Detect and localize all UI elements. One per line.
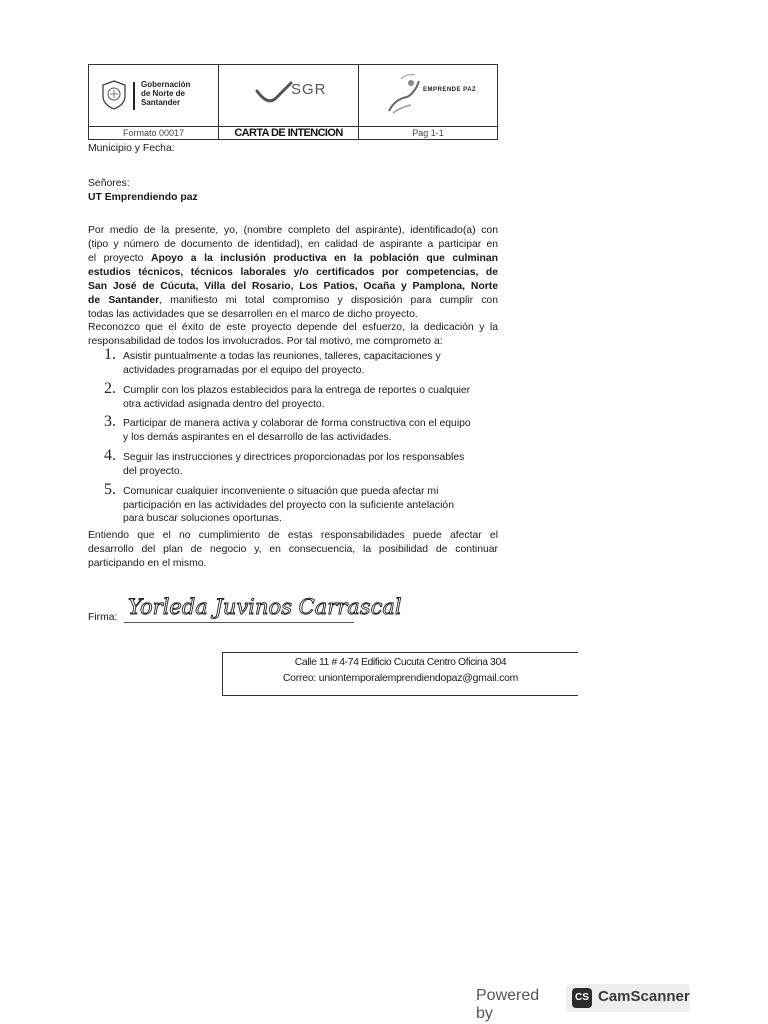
list-item-text (123, 384, 493, 411)
camscanner-name: CamScanner (598, 988, 690, 1005)
paragraph-line: desarrollo del plan de negocio y, en consecuencia, la posibilidad de continuar (88, 544, 498, 555)
paragraph-text: el proyecto (88, 253, 151, 264)
list-line: para buscar soluciones oportunas. (123, 513, 282, 525)
list-item-text (123, 417, 493, 444)
gobernacion-line-1: Gobernación (141, 80, 191, 89)
list-line: Cumplir con los plazos establecidos para la entrega de reportes o cualquier (123, 385, 471, 396)
sgr-logo-cell (219, 65, 359, 126)
recipient: UT Emprendiendo paz (88, 192, 198, 203)
paragraph-line (88, 294, 498, 308)
gobernacion-divider (133, 82, 135, 110)
paragraph-line: todas las actividades que se desarrollen en el marco de dicho proyecto. (88, 309, 418, 320)
paragraph-line: Reconozco que el éxito de este proyecto depende del esfuerzo, la dedicación y la (88, 322, 498, 333)
list-number: 1. (104, 346, 116, 363)
paragraph-line: Entiendo que el no cumplimiento de estas responsabilidades puede afectar el (88, 530, 498, 541)
email-line: Correo: uniontemporalemprendiendopaz@gmail.com (282, 673, 519, 684)
emprende-paz-dove-icon (381, 71, 431, 121)
gobernacion-name (141, 80, 221, 107)
list-line: otra actividad asignada dentro del proyecto. (123, 398, 325, 410)
place-and-date: Municipio y Fecha: (88, 143, 175, 154)
list-line: Seguir las instrucciones y directrices proporcionadas por los responsables (123, 452, 465, 463)
camscanner-brand (566, 984, 690, 1012)
paragraph-text: , manifiesto mi total compromiso y disposición para cumplir con (159, 295, 498, 306)
sgr-label: SGR (291, 81, 327, 98)
paragraph-line (88, 252, 498, 266)
paragraph-line: Por medio de la presente, yo, (nombre completo del aspirante), identificado(a) con (88, 225, 498, 236)
emprende-paz-label: EMPRENDE PAZ (423, 87, 477, 93)
paragraph-line: responsabilidad de todos los involucrados. Por tal motivo, me comprometo a: (88, 336, 443, 347)
list-line: del proyecto. (123, 465, 183, 477)
list-item-text (123, 451, 493, 478)
list-line: y los demás aspirantes en el desarrollo de las actividades. (123, 431, 392, 443)
document-title: CARTA DE INTENCION (219, 127, 359, 140)
handwritten-signature (128, 588, 402, 628)
project-name-bold: Apoyo a la inclusión productiva en la población que culminan (150, 253, 498, 264)
list-number: 2. (104, 380, 116, 397)
salutation: Señores: (88, 178, 130, 189)
page-number: Pag 1-1 (412, 128, 444, 138)
document-header (88, 64, 498, 140)
format-code: Formato 00017 (89, 127, 219, 140)
paragraph-line: participando en el mismo. (88, 558, 207, 569)
list-item-text (123, 485, 493, 526)
camscanner-icon: CS (572, 988, 592, 1008)
list-line: Comunicar cualquier inconveniente o situación que pueda afectar mi (123, 486, 439, 497)
header-info-row (89, 126, 497, 140)
list-line: Asistir puntualmente a todas las reuniones, talleres, capacitaciones y (123, 351, 441, 362)
gobernacion-line-3: Santander (141, 98, 181, 107)
project-name-bold: estudios técnicos, técnicos laborales y/o certificados por competencias, de (88, 267, 498, 278)
gobernacion-logo-cell (89, 65, 219, 126)
signature-label: Firma: (88, 612, 118, 623)
sgr-checkmark-icon (253, 81, 293, 105)
list-number: 5. (104, 481, 116, 498)
list-number: 3. (104, 413, 116, 430)
list-line: Participar de manera activa y colaborar de forma constructiva con el equipo (123, 418, 471, 429)
address-footer (222, 652, 578, 696)
emprende-paz-logo-cell (359, 65, 497, 126)
address-line: Calle 11 # 4-74 Edificio Cucuta Centro Oficina 304 (294, 657, 507, 668)
gobernacion-line-2: de Norte de (141, 89, 186, 98)
list-line: participación en las actividades del proyecto con la suficiente antelación (123, 499, 454, 511)
paragraph-line: (tipo y número de documento de identidad), en calidad de aspirante a participar en (88, 239, 498, 250)
powered-by-text: Powered by (476, 987, 540, 1022)
list-line: actividades programadas por el equipo del proyecto. (123, 364, 365, 376)
project-name-bold: de Santander (88, 295, 160, 306)
list-number: 4. (104, 447, 116, 464)
signature-name: Yorleda Juvinos Carrascal (128, 595, 402, 619)
list-item-text (123, 350, 493, 377)
project-name-bold: San José de Cúcuta, Villa del Rosario, Los Patios, Ocaña y Pamplona, Norte (88, 281, 498, 292)
gobernacion-seal-icon (101, 80, 127, 110)
